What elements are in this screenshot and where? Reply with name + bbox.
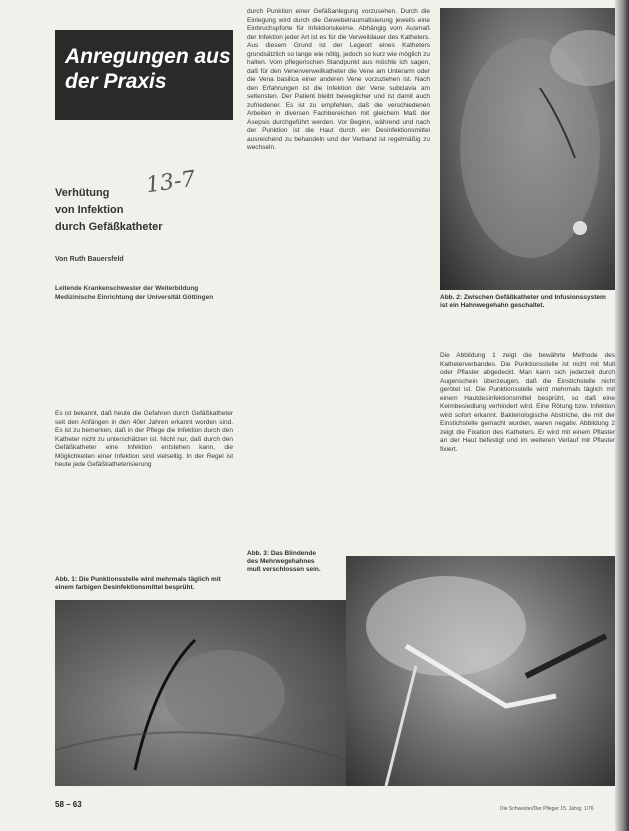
page-number: 58 – 63 xyxy=(55,800,82,809)
author-byline: Von Ruth Bauersfeld xyxy=(55,256,124,263)
body-column-right: Die Abbildung 1 zeigt die bewährte Methode des Katheterverbandes. Die Punktionsstelle ist nicht mit Mull oder Pflaster abgedeckt. Man kann sich jederzeit durch Augenschein überzeugen, daß die Einstichstelle nicht gerötet ist. Die Punktionsstelle wird mehrmals täglich mit einem Hautdesinfektionsmittel besprüht, so daß eine Keimbesiedlung verhindert wird. Eine Rötung bzw. Infektion wird sofort erkannt. Bakteriologische Abstriche, die mit der Einstichstelle gemacht wurden, waren negativ. Abbildung 2 zeigt die Fixation des Katheters. Er wird mit einem Pflaster an der Haut befestigt und im weiteren Verlauf mit Pflaster fixiert. xyxy=(440,352,615,453)
publication-source: Die Schwester/Der Pfleger 15. Jahrg. 1/76 xyxy=(500,806,594,812)
figure-3-illustration xyxy=(346,556,616,786)
author-affiliation: Leitende Krankenschwester der Weiterbildung Medizinische Einrichtung der Universität Göttingen xyxy=(55,285,214,301)
article-title-line: von Infektion xyxy=(55,204,124,216)
article-title-line: Verhütung xyxy=(55,187,110,199)
article-title xyxy=(55,185,225,236)
figure-3-photo xyxy=(346,556,616,786)
figure-2-caption: Abb. 2: Zwischen Gefäßkatheter und Infusionssystem ist ein Hahnwegehahn geschaltet. xyxy=(440,294,606,309)
figure-1-illustration xyxy=(55,600,347,786)
binding-shadow xyxy=(615,0,629,831)
figure-2-illustration xyxy=(440,8,615,290)
figure-2-photo xyxy=(440,8,615,290)
figure-1-caption: Abb. 1: Die Punktionsstelle wird mehrmals täglich mit einem farbigen Desinfektionsmittel besprüht. xyxy=(55,576,221,591)
section-header xyxy=(55,30,233,120)
article-title-line: durch Gefäßkatheter xyxy=(55,221,163,233)
body-column-left: Es ist bekannt, daß heute die Gefahren durch Gefäßkatheter seit den Anfängen in den 40er Jahren erkannt worden sind. Es ist zu bemerken, daß in der Pflege die Infektion durch den Katheter nicht zu unterschätzen ist. Nicht nur, daß durch den Gefäßkatheter eine Infektion entstehen kann, die Möglichkeiten einer Infektion sind vielseitig. In der Regel ist heute jede Gefäßkatheterisierung xyxy=(55,410,233,468)
body-column-middle: durch Punktion einer Gefäßanlegung vorzusehen. Durch die Einlegung wird durch die Gewebetraumatisierung jeweils eine Einbruchspforte für Infektionskeime. Abhängig vom Ausmaß der Infektion jeder Art ist es für die Verweildauer des Katheters. Aus diesem Grund ist der Legeort eines Katheters grundsätzlich so lange wie nötig, jedoch so kurz wie möglich zu halten. Vom pflegerischen Standpunkt aus möchte ich sagen, daß für den Venenverweilkatheter die Vene am Unterarm oder die Vena basilica einer anderen Vene vorzuziehen ist. Nach den Erfahrungen ist die Infektion der Vene subclavia am seltensten. Der Patient bleibt beweglicher und ist damit auch zufriedener. Es ist zu empfehlen, daß die verschiedenen Arbeiten in diversen Fachbereichen mit gleichem Maß der Asepsis durchgeführt werden. Vor Beginn, während und nach der Punktion ist die Haut durch ein Desinfektionsmittel ausreichend zu behandeln und der Verband ist regelmäßig zu wechseln. xyxy=(247,8,430,151)
section-title: Anregungen aus der Praxis xyxy=(65,45,231,93)
figure-3-caption: Abb. 3: Das Blindende des Mehrwegehahnes muß verschlossen sein. xyxy=(247,550,321,573)
figure-1-photo xyxy=(55,600,347,786)
handwritten-note: 13-7 xyxy=(144,166,197,199)
